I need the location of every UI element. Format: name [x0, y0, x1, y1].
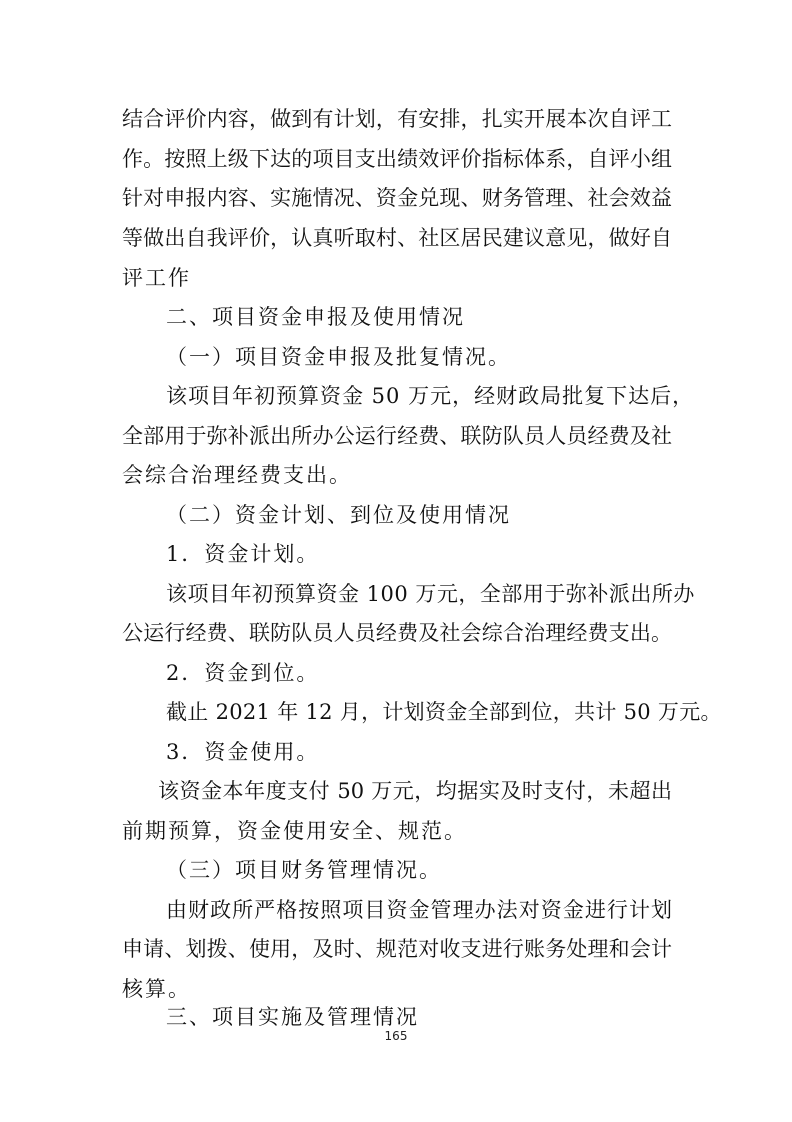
body-text-line: 该项目年初预算资金 100 万元，全部用于弥补派出所办 — [166, 582, 695, 606]
body-text-line: 等做出自我评价，认真听取村、社区居民建议意见，做好自 — [122, 226, 672, 250]
body-text-line: 核算。 — [122, 977, 191, 1001]
body-text-line: 评工作 — [122, 266, 191, 290]
body-text-line: 针对申报内容、实施情况、资金兑现、财务管理、社会效益 — [122, 186, 672, 210]
body-text-line: 公运行经费、联防队员人员经费及社会综合治理经费支出。 — [122, 621, 672, 645]
section-heading: 二、项目资金申报及使用情况 — [166, 305, 465, 329]
subsection-heading: （一）项目资金申报及批复情况。 — [166, 345, 511, 369]
section-heading: 三、项目实施及管理情况 — [166, 1005, 419, 1029]
page-number: 165 — [384, 1029, 408, 1043]
subsection-heading: （二）资金计划、到位及使用情况 — [166, 503, 511, 527]
body-text-line: 该项目年初预算资金 50 万元，经财政局批复下达后， — [166, 384, 695, 408]
body-text-line: 该资金本年度支付 50 万元，均据实及时支付，未超出 — [158, 779, 672, 803]
body-text-line: 申请、划拨、使用，及时、规范对收支进行账务处理和会计 — [122, 937, 672, 961]
numbered-heading: 1．资金计划。 — [166, 542, 320, 566]
body-text-line: 作。按照上级下达的项目支出绩效评价指标体系，自评小组 — [122, 147, 672, 171]
numbered-heading: 3．资金使用。 — [166, 740, 320, 764]
body-text-line: 会综合治理经费支出。 — [122, 463, 352, 487]
numbered-heading: 2．资金到位。 — [166, 661, 320, 685]
body-text-line: 结合评价内容，做到有计划，有安排，扎实开展本次自评工 — [122, 107, 672, 131]
subsection-heading: （三）项目财务管理情况。 — [166, 858, 442, 882]
body-text-line: 截止 2021 年 12 月，计划资金全部到位，共计 50 万元。 — [166, 700, 722, 724]
body-text-line: 前期预算，资金使用安全、规范。 — [122, 819, 467, 843]
body-text-line: 全部用于弥补派出所办公运行经费、联防队员人员经费及社 — [122, 424, 672, 448]
body-text-line: 由财政所严格按照项目资金管理办法对资金进行计划 — [166, 898, 672, 922]
